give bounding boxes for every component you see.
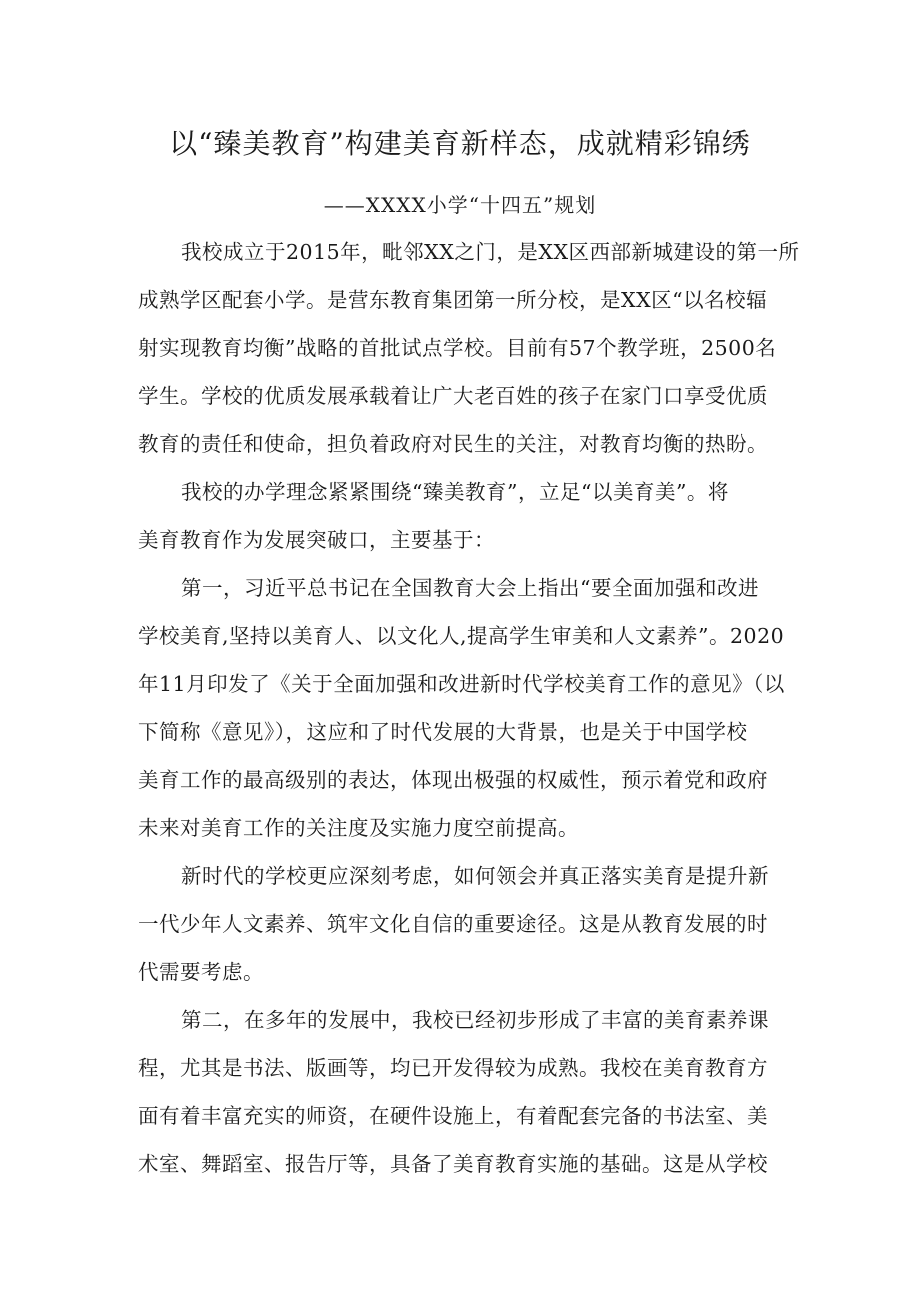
paragraph-line: 新时代的学校更应深刻考虑，如何领会并真正落实美育是提升新: [181, 864, 769, 888]
paragraph-line: 第二，在多年的发展中，我校已经初步形成了丰富的美育素养课: [181, 1008, 769, 1032]
paragraph-line: 年11月印发了《关于全面加强和改进新时代学校美育工作的意见》（以: [138, 672, 785, 696]
paragraph-line: 学校美育,坚持以美育人、以文化人,提高学生审美和人文素养”。2020: [138, 624, 785, 648]
document-subtitle: ——XXXX小学“十四五”规划: [323, 193, 597, 217]
paragraph-line: 下简称《意见》），这应和了时代发展的大背景，也是关于中国学校: [138, 720, 748, 744]
paragraph-line: 一代少年人文素养、筑牢文化自信的重要途径。这是从教育发展的时: [138, 912, 768, 936]
paragraph-line: 代需要考虑。: [138, 960, 264, 984]
paragraph-line: 未来对美育工作的关注度及实施力度空前提高。: [138, 816, 579, 840]
paragraph-line: 第一，习近平总书记在全国教育大会上指出“要全面加强和改进: [181, 576, 759, 600]
paragraph-line: 我校的办学理念紧紧围绕“臻美教育”，立足“以美育美”。将: [181, 480, 729, 504]
paragraph-line: 射实现教育均衡”战略的首批试点学校。目前有57个教学班，2500名: [138, 336, 777, 360]
paragraph-line: 成熟学区配套小学。是营东教育集团第一所分校，是XX区“以名校辐: [138, 288, 768, 312]
paragraph-line: 面有着丰富充实的师资，在硬件设施上，有着配套完备的书法室、美: [138, 1104, 768, 1128]
paragraph-line: 教育的责任和使命，担负着政府对民生的关注，对教育均衡的热盼。: [138, 432, 768, 456]
paragraph-line: 学生。学校的优质发展承载着让广大老百姓的孩子在家门口享受优质: [138, 384, 768, 408]
paragraph-line: 术室、舞蹈室、报告厅等，具备了美育教育实施的基础。这是从学校: [138, 1152, 768, 1176]
paragraph-line: 美育教育作为发展突破口，主要基于：: [138, 528, 495, 552]
paragraph-line: 美育工作的最高级别的表达，体现出极强的权威性，预示着党和政府: [138, 768, 768, 792]
document-title: 以“臻美教育”构建美育新样态，成就精彩锦绣: [169, 127, 751, 160]
paragraph-line: 我校成立于2015年，毗邻XX之门，是XX区西部新城建设的第一所: [181, 240, 800, 264]
paragraph-line: 程，尤其是书法、版画等，均已开发得较为成熟。我校在美育教育方: [138, 1056, 768, 1080]
